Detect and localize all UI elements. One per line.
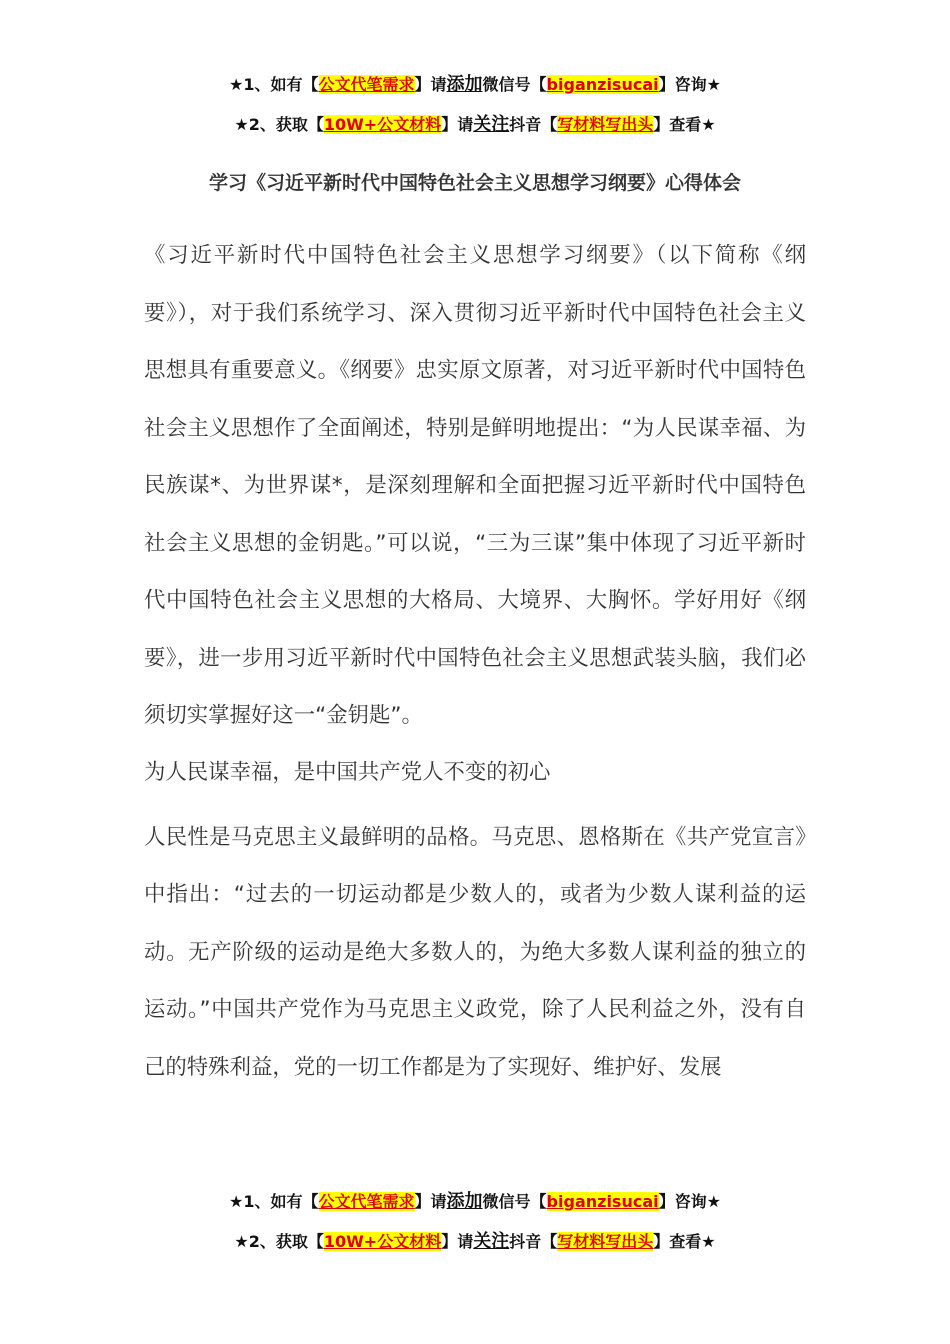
document-body (144, 227, 806, 1104)
top-banner-line-2: ★2、获取【10W+公文材料】请关注抖音【写材料写出头】查看★ (234, 114, 716, 135)
follow-emphasis: 关注 (473, 1231, 510, 1252)
materials-highlight: 10W+公文材料 (323, 1232, 442, 1251)
service-highlight: 公文代笔需求 (318, 75, 415, 94)
douyin-account-highlight: 写材料写出头 (557, 115, 654, 134)
section-heading: 为人民谋幸福，是中国共产党人不变的初心 (144, 759, 551, 785)
follow-emphasis: 关注 (473, 114, 510, 135)
bottom-banner-line-2: ★2、获取【10W+公文材料】请关注抖音【写材料写出头】查看★ (234, 1231, 716, 1252)
document-title: 学习《习近平新时代中国特色社会主义思想学习纲要》心得体会 (208, 172, 741, 194)
service-highlight: 公文代笔需求 (318, 1192, 415, 1211)
body-paragraph: 人民性是马克思主义最鲜明的品格。马克思、恩格斯在《共产党宣言》中指出：“过去的一切运动都是少数人的，或者为少数人谋利益的运动。无产阶级的运动是绝大多数人的，为绝大多数人谋利益的独立的运动。”中国共产党作为马克思主义政党，除了人民利益之外，没有自己的特殊利益，党的一切工作都是为了实现好、维护好、发展 (144, 824, 806, 1080)
wechat-id-highlight: biganzisucai (546, 75, 659, 94)
bottom-banner-line-1: ★1、如有【公文代笔需求】请添加微信号【biganzisucai】咨询★ (229, 1191, 721, 1212)
wechat-id-highlight: biganzisucai (546, 1192, 659, 1211)
top-banner-line-1: ★1、如有【公文代笔需求】请添加微信号【biganzisucai】咨询★ (229, 74, 721, 95)
douyin-account-highlight: 写材料写出头 (557, 1232, 654, 1251)
body-paragraph: 《习近平新时代中国特色社会主义思想学习纲要》（以下简称《纲要》），对于我们系统学习、深入贯彻习近平新时代中国特色社会主义思想具有重要意义。《纲要》忠实原文原著，对习近平新时代中国特色社会主义思想作了全面阐述，特别是鲜明地提出：“为人民谋幸福、为民族谋*、为世界谋*，是深刻理解和全面把握习近平新时代中国特色社会主义思想的金钥匙。”可以说，“三为三谋”集中体现了习近平新时代中国特色社会主义思想的大格局、大境界、大胸怀。学好用好《纲要》，进一步用习近平新时代中国特色社会主义思想武装头脑，我们必须切实掌握好这一“金钥匙”。 (144, 243, 806, 728)
add-emphasis: 添加 (446, 74, 483, 95)
add-emphasis: 添加 (446, 1191, 483, 1212)
materials-highlight: 10W+公文材料 (323, 115, 442, 134)
